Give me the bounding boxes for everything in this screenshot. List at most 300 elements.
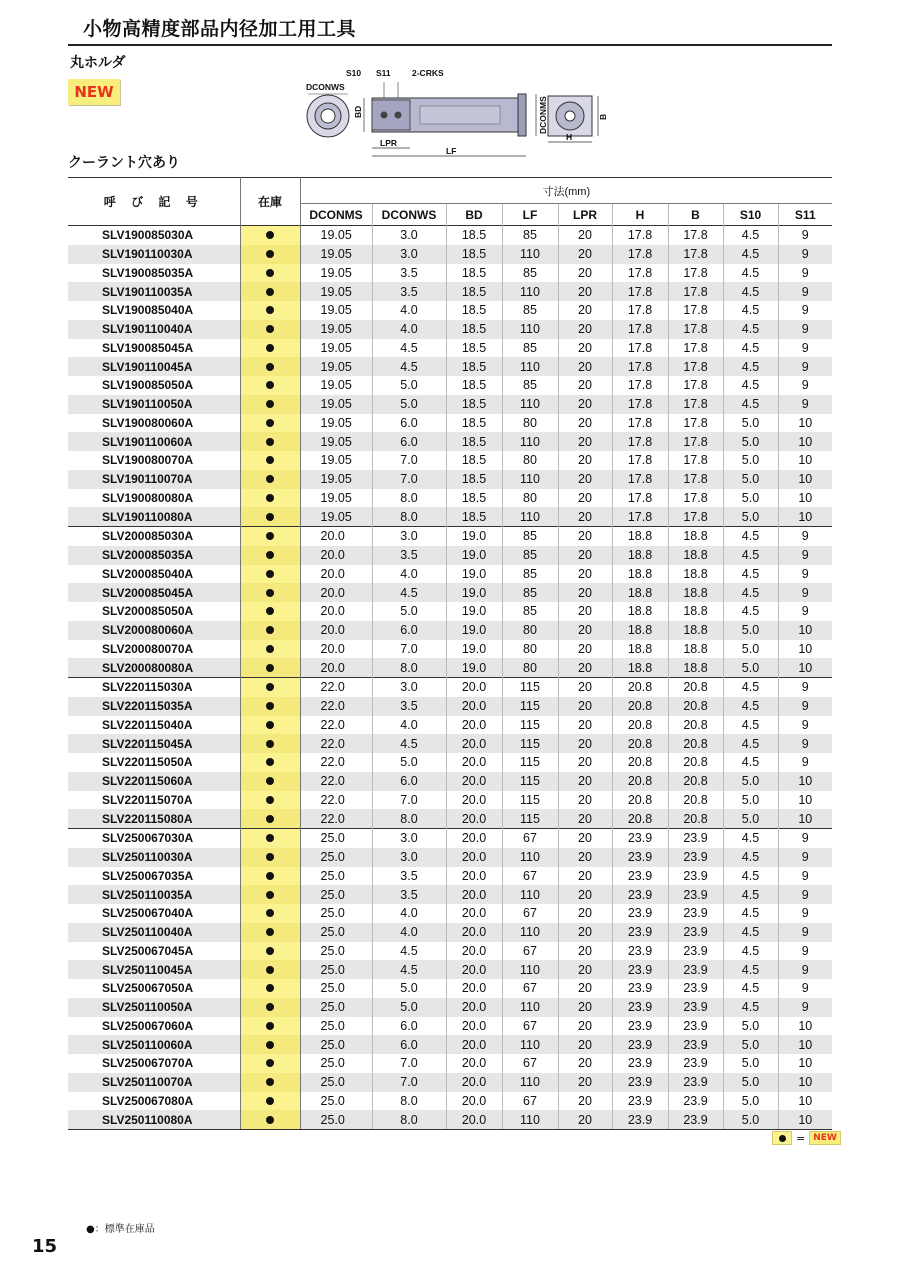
cell-lpr: 20 — [558, 301, 612, 320]
cell-lpr: 20 — [558, 245, 612, 264]
table-row — [68, 301, 832, 320]
cell-lpr: 20 — [558, 716, 612, 735]
cell-b: 17.8 — [668, 320, 723, 339]
cell-h: 17.8 — [612, 395, 668, 414]
cell-code: SLV220115080A — [68, 809, 240, 828]
cell-h: 18.8 — [612, 602, 668, 621]
cell-bd: 18.5 — [446, 376, 502, 395]
cell-dconws: 4.0 — [372, 301, 446, 320]
cell-h: 23.9 — [612, 904, 668, 923]
cell-lpr: 20 — [558, 507, 612, 526]
cell-code: SLV200085045A — [68, 583, 240, 602]
cell-h: 17.8 — [612, 451, 668, 470]
cell-code: SLV250067050A — [102, 981, 194, 996]
filled-circle-icon — [266, 456, 274, 464]
cell-dconms: 19.05 — [320, 453, 352, 468]
filled-circle-icon — [266, 532, 274, 540]
cell-bd: 20.0 — [446, 885, 502, 904]
table-row — [68, 1035, 832, 1054]
cell-s10: 4.5 — [723, 904, 778, 923]
cell-b: 23.9 — [668, 1073, 723, 1092]
cell-bd: 19.0 — [446, 658, 502, 677]
cell-h: 20.8 — [612, 753, 668, 772]
cell-b: 20.8 — [668, 772, 723, 791]
cell-b: 18.8 — [668, 621, 723, 640]
cell-lpr: 20 — [558, 848, 612, 867]
cell-bd: 20.0 — [446, 867, 502, 886]
cell-s11: 9 — [778, 885, 832, 904]
cell-s11: 9 — [778, 264, 832, 283]
cell-bd: 18.5 — [446, 451, 502, 470]
cell-code: SLV250067035A — [102, 868, 194, 883]
table-row — [68, 867, 832, 886]
cell-stock — [240, 1073, 300, 1092]
cell-stock — [240, 282, 300, 301]
cell-lf: 85 — [502, 376, 558, 395]
cell-s10: 5.0 — [723, 809, 778, 828]
cell-lpr: 20 — [558, 527, 612, 546]
cell-bd: 18.5 — [446, 470, 502, 489]
cell-bd: 20.0 — [446, 979, 502, 998]
cell-code: SLV250110060A — [68, 1035, 240, 1054]
cell-dconms: 19.05 — [300, 432, 372, 451]
cell-s10: 5.0 — [723, 658, 778, 677]
cell-dconms: 22.0 — [320, 792, 345, 807]
cell-s11: 9 — [778, 923, 832, 942]
cell-code: SLV250067040A — [102, 906, 194, 921]
label-h: H — [566, 132, 573, 142]
cell-stock — [240, 226, 300, 245]
filled-circle-icon — [266, 909, 274, 917]
cell-stock — [240, 414, 300, 433]
cell-s10: 5.0 — [723, 621, 778, 640]
cell-dconws: 3.0 — [372, 678, 446, 697]
cell-code: SLV200085040A — [102, 566, 194, 581]
cell-code: SLV200080060A — [68, 621, 240, 640]
cell-b: 17.8 — [668, 226, 723, 245]
cell-lpr: 20 — [558, 357, 612, 376]
cell-code: SLV190110030A — [68, 245, 240, 264]
table-row — [68, 602, 832, 621]
cell-s11: 10 — [778, 1035, 832, 1054]
cell-h: 23.9 — [612, 998, 668, 1017]
cell-h: 17.8 — [612, 320, 668, 339]
cell-dconms: 19.05 — [300, 320, 372, 339]
filled-circle-icon — [266, 1078, 274, 1086]
cell-b: 18.8 — [668, 527, 723, 546]
cell-bd: 18.5 — [446, 507, 502, 526]
cell-b: 17.8 — [668, 470, 723, 489]
cell-code: SLV250067070A — [102, 1056, 194, 1071]
cell-bd: 20.0 — [446, 904, 502, 923]
cell-bd: 18.5 — [446, 301, 502, 320]
cell-dconms: 25.0 — [300, 1035, 372, 1054]
cell-b: 17.8 — [668, 414, 723, 433]
cell-h: 20.8 — [612, 697, 668, 716]
filled-circle-icon — [266, 551, 274, 559]
cell-b: 17.8 — [668, 507, 723, 526]
filled-circle-icon — [266, 683, 274, 691]
cell-s11: 9 — [778, 734, 832, 753]
cell-s11: 9 — [778, 546, 832, 565]
filled-circle-icon — [266, 815, 274, 823]
cell-lpr: 20 — [558, 376, 612, 395]
cell-bd: 18.5 — [446, 414, 502, 433]
cell-dconws: 6.0 — [372, 1035, 446, 1054]
cell-code: SLV220115030A — [68, 678, 240, 697]
table-row — [68, 885, 832, 904]
cell-s10: 4.5 — [723, 245, 778, 264]
table-row — [68, 245, 832, 264]
cell-lpr: 20 — [558, 583, 612, 602]
cell-s10: 5.0 — [723, 1073, 778, 1092]
cell-stock — [240, 301, 300, 320]
cell-stock — [240, 923, 300, 942]
cell-dconws: 3.0 — [372, 829, 446, 848]
cell-h: 20.8 — [612, 772, 668, 791]
cell-dconws: 6.0 — [372, 414, 446, 433]
cell-bd: 19.0 — [446, 546, 502, 565]
cell-stock — [240, 1035, 300, 1054]
cell-dconms: 19.05 — [300, 395, 372, 414]
cell-h: 23.9 — [612, 1054, 668, 1073]
cell-code: SLV190085040A — [102, 303, 194, 318]
cell-bd: 18.5 — [446, 489, 502, 508]
cell-dconws: 7.0 — [372, 1054, 446, 1073]
cell-lpr: 20 — [558, 621, 612, 640]
filled-circle-icon — [266, 947, 274, 955]
cell-lf: 115 — [502, 678, 558, 697]
filled-circle-icon — [266, 250, 274, 258]
cell-h: 23.9 — [612, 942, 668, 961]
cell-lf: 80 — [502, 489, 558, 508]
cell-s11: 9 — [778, 904, 832, 923]
label-lf: LF — [446, 146, 457, 156]
cell-stock — [240, 734, 300, 753]
table-row — [68, 451, 832, 470]
cell-s10: 4.5 — [723, 753, 778, 772]
cell-s10: 4.5 — [723, 678, 778, 697]
cell-dconws: 5.0 — [372, 979, 446, 998]
cell-s11: 10 — [778, 1092, 832, 1111]
table-row — [68, 640, 832, 659]
filled-circle-icon — [779, 1135, 786, 1142]
cell-lf: 67 — [502, 979, 558, 998]
cell-dconws: 5.0 — [372, 602, 446, 621]
cell-s11: 9 — [778, 848, 832, 867]
header-stock: 在庫 — [240, 178, 300, 226]
cell-dconws: 8.0 — [372, 1110, 446, 1129]
cell-b: 20.8 — [668, 734, 723, 753]
cell-s10: 5.0 — [723, 432, 778, 451]
spec-table — [68, 177, 832, 1130]
cell-lf: 110 — [502, 507, 558, 526]
cell-s11: 10 — [778, 507, 832, 526]
cell-h: 23.9 — [612, 1017, 668, 1036]
cell-b: 20.8 — [668, 678, 723, 697]
cell-h: 17.8 — [612, 432, 668, 451]
filled-circle-icon — [266, 363, 274, 371]
cell-lf: 110 — [502, 1035, 558, 1054]
table-row — [68, 395, 832, 414]
cell-s10: 4.5 — [723, 829, 778, 848]
cell-code: SLV190080060A — [102, 415, 194, 430]
cell-bd: 20.0 — [446, 1054, 502, 1073]
cell-dconms: 19.05 — [300, 470, 372, 489]
page-number: 15 — [32, 1236, 58, 1257]
filled-circle-icon — [266, 419, 274, 427]
cell-h: 23.9 — [612, 1092, 668, 1111]
cell-dconms: 20.0 — [300, 583, 372, 602]
cell-dconws: 3.5 — [372, 264, 446, 283]
cell-dconws: 4.0 — [372, 923, 446, 942]
filled-circle-icon — [266, 1022, 274, 1030]
label-dconms: DCONMS — [538, 96, 548, 134]
filled-circle-icon — [266, 1041, 274, 1049]
cell-h: 18.8 — [612, 583, 668, 602]
cell-s10: 4.5 — [723, 960, 778, 979]
cell-h: 23.9 — [612, 1035, 668, 1054]
cell-stock — [240, 678, 300, 697]
filled-circle-icon — [266, 344, 274, 352]
cell-lf: 110 — [502, 1073, 558, 1092]
cell-lf: 85 — [502, 301, 558, 320]
cell-dconws: 4.0 — [372, 904, 446, 923]
cell-s11: 10 — [778, 809, 832, 828]
section-subtitle: 丸ホルダ — [70, 55, 126, 71]
cell-lpr: 20 — [558, 489, 612, 508]
cell-stock — [240, 546, 300, 565]
cell-b: 23.9 — [668, 923, 723, 942]
cell-code: SLV200080070A — [102, 641, 194, 656]
cell-stock — [240, 264, 300, 283]
cell-lpr: 20 — [558, 1054, 612, 1073]
cell-b: 20.8 — [668, 697, 723, 716]
filled-circle-icon — [266, 664, 274, 672]
cell-b: 23.9 — [668, 1110, 723, 1129]
cell-dconws: 4.0 — [372, 320, 446, 339]
cell-code: SLV190110080A — [68, 507, 240, 526]
cell-h: 17.8 — [612, 245, 668, 264]
cell-dconws: 6.0 — [372, 432, 446, 451]
cell-lf: 110 — [502, 470, 558, 489]
cell-lf: 110 — [502, 395, 558, 414]
table-row — [68, 489, 832, 508]
cell-lpr: 20 — [558, 1017, 612, 1036]
cell-dconws: 8.0 — [372, 1092, 446, 1111]
cell-s10: 5.0 — [723, 640, 778, 659]
cell-h: 20.8 — [612, 809, 668, 828]
filled-circle-icon — [266, 325, 274, 333]
filled-circle-icon — [266, 891, 274, 899]
cell-s10: 5.0 — [723, 791, 778, 810]
cell-lpr: 20 — [558, 885, 612, 904]
cell-s11: 9 — [778, 226, 832, 245]
cell-lf: 110 — [502, 998, 558, 1017]
cell-code: SLV250067030A — [68, 829, 240, 848]
table-row — [68, 904, 832, 923]
cell-lpr: 20 — [558, 320, 612, 339]
cell-stock — [240, 904, 300, 923]
cell-dconms: 22.0 — [300, 809, 372, 828]
cell-dconms: 25.0 — [300, 998, 372, 1017]
table-row — [68, 583, 832, 602]
cell-bd: 20.0 — [446, 753, 502, 772]
cell-s11: 10 — [778, 1073, 832, 1092]
cell-s10: 4.5 — [723, 583, 778, 602]
cell-code: SLV200085035A — [68, 546, 240, 565]
cell-dconws: 3.5 — [372, 546, 446, 565]
filled-circle-icon — [266, 400, 274, 408]
cell-lpr: 20 — [558, 867, 612, 886]
cell-lpr: 20 — [558, 395, 612, 414]
cell-lf: 115 — [502, 809, 558, 828]
cell-b: 17.8 — [668, 451, 723, 470]
cell-dconws: 8.0 — [372, 507, 446, 526]
cell-code: SLV250110050A — [68, 998, 240, 1017]
cell-stock — [240, 942, 300, 961]
cell-s10: 5.0 — [723, 1017, 778, 1036]
filled-circle-icon — [266, 721, 274, 729]
cell-dconms: 20.0 — [320, 641, 345, 656]
cell-h: 23.9 — [612, 1110, 668, 1129]
table-row — [68, 923, 832, 942]
cell-bd: 18.5 — [446, 245, 502, 264]
cell-b: 23.9 — [668, 979, 723, 998]
title-divider — [68, 44, 832, 46]
cell-h: 17.8 — [612, 489, 668, 508]
cell-h: 18.8 — [612, 658, 668, 677]
cell-dconws: 7.0 — [372, 451, 446, 470]
filled-circle-icon — [266, 381, 274, 389]
cell-dconws: 8.0 — [372, 658, 446, 677]
filled-circle-icon — [266, 758, 274, 766]
cell-h: 20.8 — [612, 791, 668, 810]
cell-s10: 4.5 — [723, 546, 778, 565]
cell-dconms: 25.0 — [320, 906, 345, 921]
cell-stock — [240, 640, 300, 659]
cell-h: 17.8 — [612, 339, 668, 358]
cell-s11: 9 — [778, 395, 832, 414]
cell-dconws: 7.0 — [372, 791, 446, 810]
cell-lpr: 20 — [558, 640, 612, 659]
cell-dconws: 7.0 — [372, 640, 446, 659]
cell-lpr: 20 — [558, 678, 612, 697]
cell-lpr: 20 — [558, 809, 612, 828]
cell-stock — [240, 395, 300, 414]
cell-s10: 5.0 — [723, 1035, 778, 1054]
cell-code: SLV220115040A — [102, 717, 193, 732]
cell-dconms: 22.0 — [300, 772, 372, 791]
cell-bd: 20.0 — [446, 734, 502, 753]
cell-h: 20.8 — [612, 734, 668, 753]
cell-dconws: 7.0 — [372, 470, 446, 489]
cell-lf: 85 — [502, 264, 558, 283]
footnote: ●：標準在庫品 — [86, 1224, 155, 1235]
cell-s10: 5.0 — [723, 489, 778, 508]
cell-stock — [240, 867, 300, 886]
legend-new: NEW — [809, 1131, 841, 1145]
cell-h: 20.8 — [612, 678, 668, 697]
cell-dconws: 4.5 — [372, 339, 446, 358]
cell-lf: 115 — [502, 753, 558, 772]
cell-dconws: 5.0 — [372, 376, 446, 395]
cell-dconws: 3.5 — [372, 282, 446, 301]
cell-s10: 5.0 — [723, 1054, 778, 1073]
cell-s10: 4.5 — [723, 734, 778, 753]
cell-lpr: 20 — [558, 697, 612, 716]
cell-dconms: 25.0 — [300, 1110, 372, 1129]
cell-s11: 9 — [778, 942, 832, 961]
cell-s11: 10 — [778, 432, 832, 451]
cell-dconms: 20.0 — [320, 604, 345, 619]
cell-dconms: 22.0 — [300, 697, 372, 716]
cell-stock — [240, 602, 300, 621]
cell-dconws: 3.5 — [372, 867, 446, 886]
cell-dconms: 25.0 — [300, 885, 372, 904]
label-lpr: LPR — [380, 138, 397, 148]
cell-lpr: 20 — [558, 1092, 612, 1111]
cell-lf: 115 — [502, 791, 558, 810]
cell-b: 17.8 — [668, 282, 723, 301]
cell-b: 17.8 — [668, 245, 723, 264]
filled-circle-icon — [266, 494, 274, 502]
table-row — [68, 697, 832, 716]
column-header-s10: S10 — [723, 204, 778, 226]
cell-bd: 19.0 — [446, 565, 502, 584]
table-row — [68, 226, 832, 245]
cell-bd: 20.0 — [446, 1017, 502, 1036]
filled-circle-icon — [266, 872, 274, 880]
cell-s10: 5.0 — [723, 414, 778, 433]
cell-dconws: 4.5 — [372, 942, 446, 961]
cell-b: 20.8 — [668, 753, 723, 772]
cell-stock — [240, 716, 300, 735]
cell-s11: 10 — [778, 772, 832, 791]
label-bd: BD — [353, 105, 363, 118]
cell-b: 20.8 — [668, 809, 723, 828]
cell-code: SLV190110050A — [68, 395, 240, 414]
cell-b: 17.8 — [668, 357, 723, 376]
table-row — [68, 282, 832, 301]
cell-bd: 20.0 — [446, 942, 502, 961]
cell-b: 18.8 — [668, 602, 723, 621]
filled-circle-icon — [266, 570, 274, 578]
filled-circle-icon — [266, 288, 274, 296]
cell-h: 17.8 — [612, 470, 668, 489]
cell-bd: 18.5 — [446, 395, 502, 414]
cell-bd: 18.5 — [446, 264, 502, 283]
cell-lpr: 20 — [558, 1073, 612, 1092]
cell-dconms: 25.0 — [320, 1093, 345, 1108]
cell-stock — [240, 527, 300, 546]
table-row — [68, 546, 832, 565]
cell-code: SLV250067080A — [102, 1093, 194, 1108]
cell-lpr: 20 — [558, 998, 612, 1017]
cell-stock — [240, 791, 300, 810]
table-row — [68, 658, 832, 677]
cell-dconms: 19.05 — [320, 265, 352, 280]
table-row — [68, 1017, 832, 1036]
cell-s10: 5.0 — [723, 470, 778, 489]
cell-lpr: 20 — [558, 904, 612, 923]
cell-code: SLV190085030A — [102, 228, 194, 243]
cell-dconms: 20.0 — [300, 546, 372, 565]
cell-b: 18.8 — [668, 565, 723, 584]
cell-code: SLV220115045A — [68, 734, 240, 753]
filled-circle-icon — [266, 1116, 274, 1124]
cell-s10: 5.0 — [723, 451, 778, 470]
